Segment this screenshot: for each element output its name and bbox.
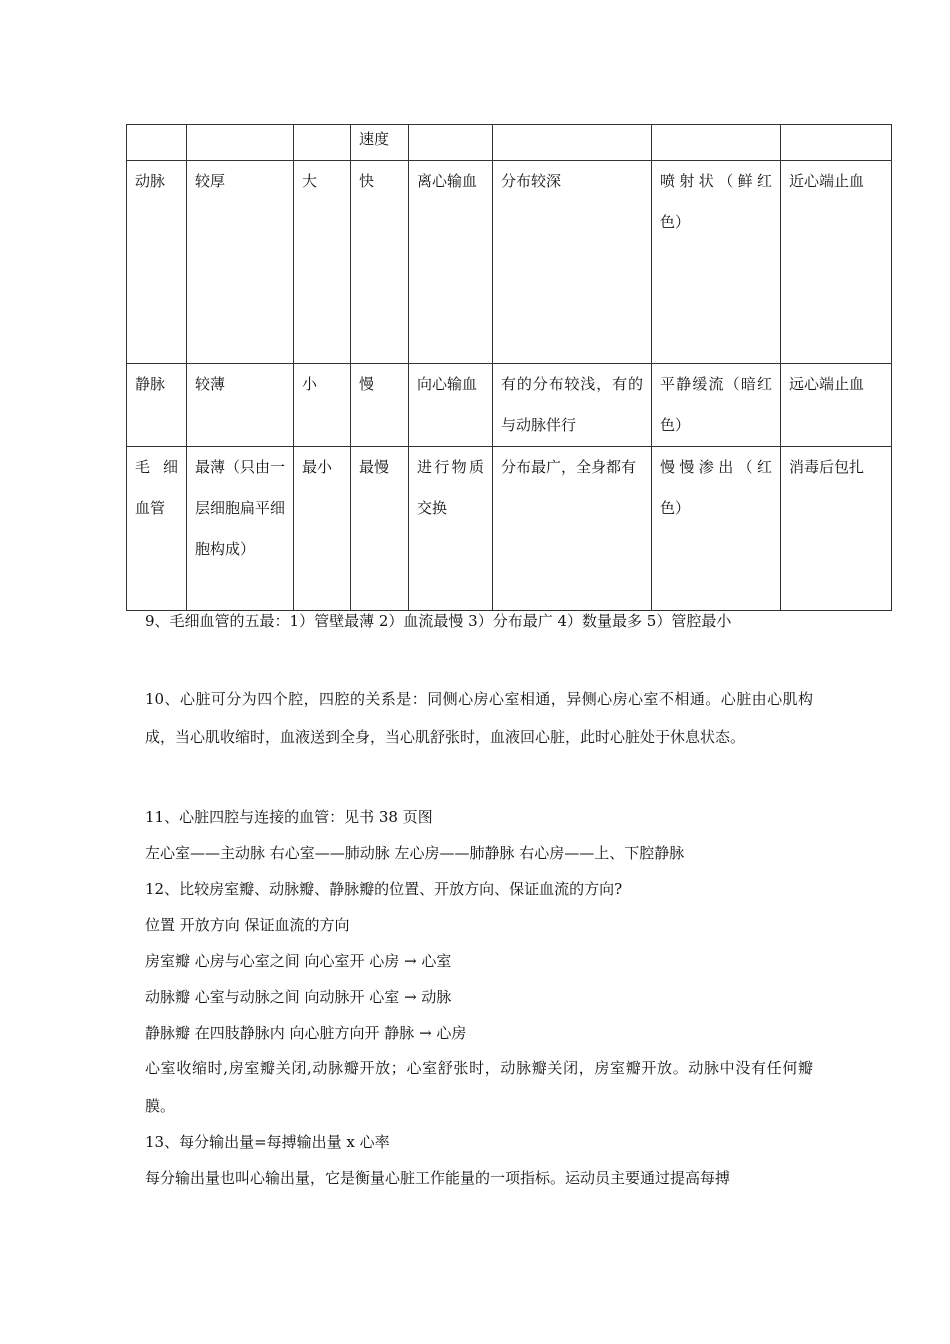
table-cell: 最薄（只由一层细胞扁平细胞构成）	[187, 447, 294, 611]
table-header-row	[127, 125, 892, 161]
table-row	[127, 161, 892, 364]
table-cell: 分布较深	[493, 161, 652, 364]
table-cell: 向心输血	[409, 364, 493, 447]
table-cell: 毛细血管	[127, 447, 187, 611]
paragraph-10: 10、心脏可分为四个腔，四腔的关系是：同侧心房心室相通，异侧心房心室不相通。心脏由心肌构成，当心肌收缩时，血液送到全身，当心肌舒张时，血液回心脏，此时心脏处于休息状态。	[145, 690, 813, 746]
table-cell	[781, 125, 892, 161]
valve-row-atrioventricular: 房室瓣 心房与心室之间 向心室开 心房 → 心室	[145, 952, 452, 970]
table-cell: 快	[351, 161, 409, 364]
table-cell: 大	[294, 161, 351, 364]
table-cell	[409, 125, 493, 161]
valve-row-venous: 静脉瓣 在四肢静脉内 向心脏方向开 静脉 → 心房	[145, 1024, 467, 1042]
table-cell	[294, 125, 351, 161]
paragraph-13-detail: 每分输出量也叫心输出量，它是衡量心脏工作能量的一项指标。运动员主要通过提高每搏	[145, 1169, 731, 1187]
paragraph-11-vessels: 左心室——主动脉 右心室——肺动脉 左心房——肺静脉 右心房——上、下腔静脉	[145, 844, 685, 862]
table-cell	[127, 125, 187, 161]
table-cell: 较薄	[187, 364, 294, 447]
table-cell: 最小	[294, 447, 351, 611]
table-cell: 动脉	[127, 161, 187, 364]
table-cell: 慢慢渗出（红色）	[652, 447, 781, 611]
table-cell: 喷射状（鲜红色）	[652, 161, 781, 364]
valve-table-header: 位置 开放方向 保证血流的方向	[145, 916, 350, 934]
table-cell: 较厚	[187, 161, 294, 364]
table-cell	[652, 125, 781, 161]
table-cell: 近心端止血	[781, 161, 892, 364]
table-cell: 消毒后包扎	[781, 447, 892, 611]
table-cell: 速度	[351, 125, 409, 161]
table-row	[127, 364, 892, 447]
table-cell: 静脉	[127, 364, 187, 447]
table-row	[127, 447, 892, 611]
paragraph-11: 11、心脏四腔与连接的血管：见书 38 页图	[145, 808, 433, 826]
table-cell: 有的分布较浅，有的与动脉伴行	[493, 364, 652, 447]
paragraph-13: 13、每分输出量=每搏输出量 x 心率	[145, 1133, 390, 1151]
table-cell: 远心端止血	[781, 364, 892, 447]
vessel-comparison-table	[126, 124, 892, 611]
table-cell: 分布最广，全身都有	[493, 447, 652, 611]
table-cell: 慢	[351, 364, 409, 447]
paragraph-12-note: 心室收缩时,房室瓣关闭,动脉瓣开放；心室舒张时，动脉瓣关闭，房室瓣开放。动脉中没有任何瓣膜。	[145, 1059, 813, 1115]
paragraph-9: 9、毛细血管的五最：1）管壁最薄 2）血流最慢 3）分布最广 4）数量最多 5）管腔最小	[145, 612, 732, 630]
table-cell: 最慢	[351, 447, 409, 611]
table-cell	[187, 125, 294, 161]
valve-row-arterial: 动脉瓣 心室与动脉之间 向动脉开 心室 → 动脉	[145, 988, 452, 1006]
paragraph-12: 12、比较房室瓣、动脉瓣、静脉瓣的位置、开放方向、保证血流的方向?	[145, 880, 623, 898]
table-cell: 进行物质交换	[409, 447, 493, 611]
table-cell: 离心输血	[409, 161, 493, 364]
table-cell: 小	[294, 364, 351, 447]
table-cell: 平静缓流（暗红色）	[652, 364, 781, 447]
table-cell	[493, 125, 652, 161]
